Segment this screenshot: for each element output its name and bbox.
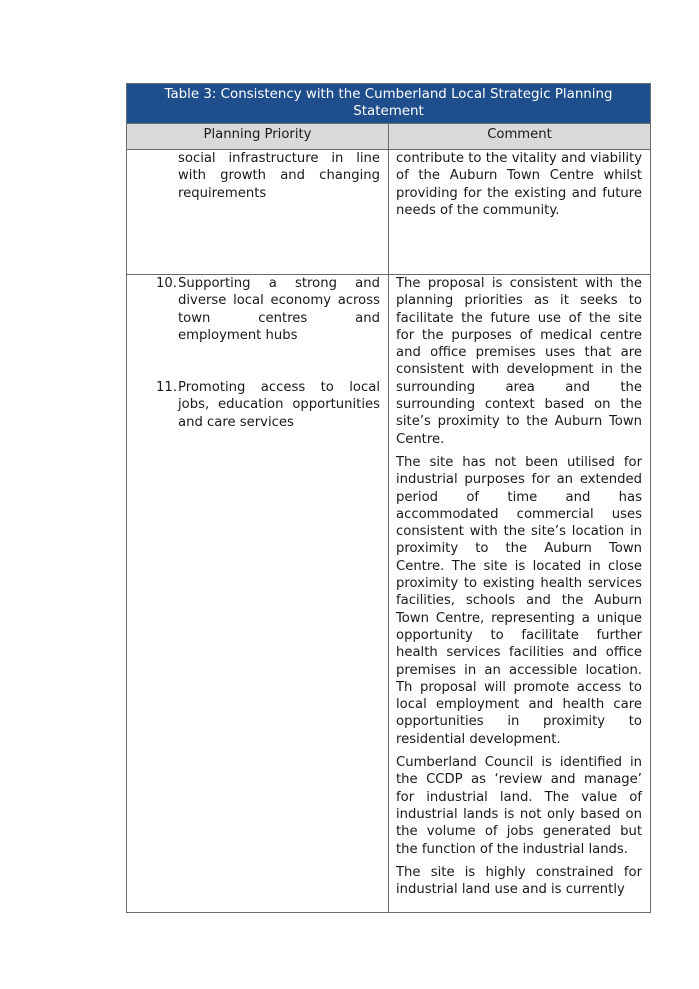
priority-number: 10. [156,276,177,291]
comment-paragraph: Cumberland Council is identified in the CCDP as ‘review and manage’ for industrial land. The value of industrial lands is not only based on the volume of jobs generated but the function of the industrial lands. [396,755,642,857]
comment-paragraph: The proposal is consistent with the planning priorities as it seeks to facilitate the future use of the site for the purposes of medical centre and office premises uses that are consistent with development in the surrounding area and the surrounding context based on the site’s proximity to the Auburn Town Centre. [396,276,642,447]
priority-item-11 [133,379,380,431]
table-row [127,150,651,275]
table-title: Table 3: Consistency with the Cumberland Local Strategic Planning Statement [127,84,651,124]
comment-cell [389,275,651,913]
comment-paragraph: The site has not been utilised for industrial purposes for an extended period of time and has accommodated commercial uses consistent with the site’s location in proximity to the Auburn Town Centre. The site is located in close proximity to existing health services facilities, schools and the Auburn Town Centre, representing a unique opportunity to facilitate further health services facilities and office premises in an accessible location. Th proposal will promote access to local employment and health care opportunities in proximity to residential development. [396,454,642,747]
priority-cell [127,275,389,913]
comment-paragraph: The site is highly constrained for industrial land use and is currently [396,864,642,898]
header-comment: Comment [389,124,651,150]
table-title-row [127,84,651,124]
priority-cell [127,150,389,275]
table-row [127,275,651,913]
consistency-table [126,83,651,913]
comment-continuation-text: contribute to the vitality and viability of the Auburn Town Centre whilst providing for the existing and future needs of the community. [396,151,642,218]
priority-item-10 [133,275,380,344]
comment-cell [389,150,651,275]
priority-text: Promoting access to local jobs, education opportunities and care services [178,380,380,430]
table-header-row [127,124,651,150]
priority-continuation-text: social infrastructure in line with growth and changing requirements [178,151,380,201]
priority-text: Supporting a strong and diverse local economy across town centres and employment hubs [178,276,380,343]
priority-number: 11. [156,380,177,396]
header-planning-priority: Planning Priority [127,124,389,150]
